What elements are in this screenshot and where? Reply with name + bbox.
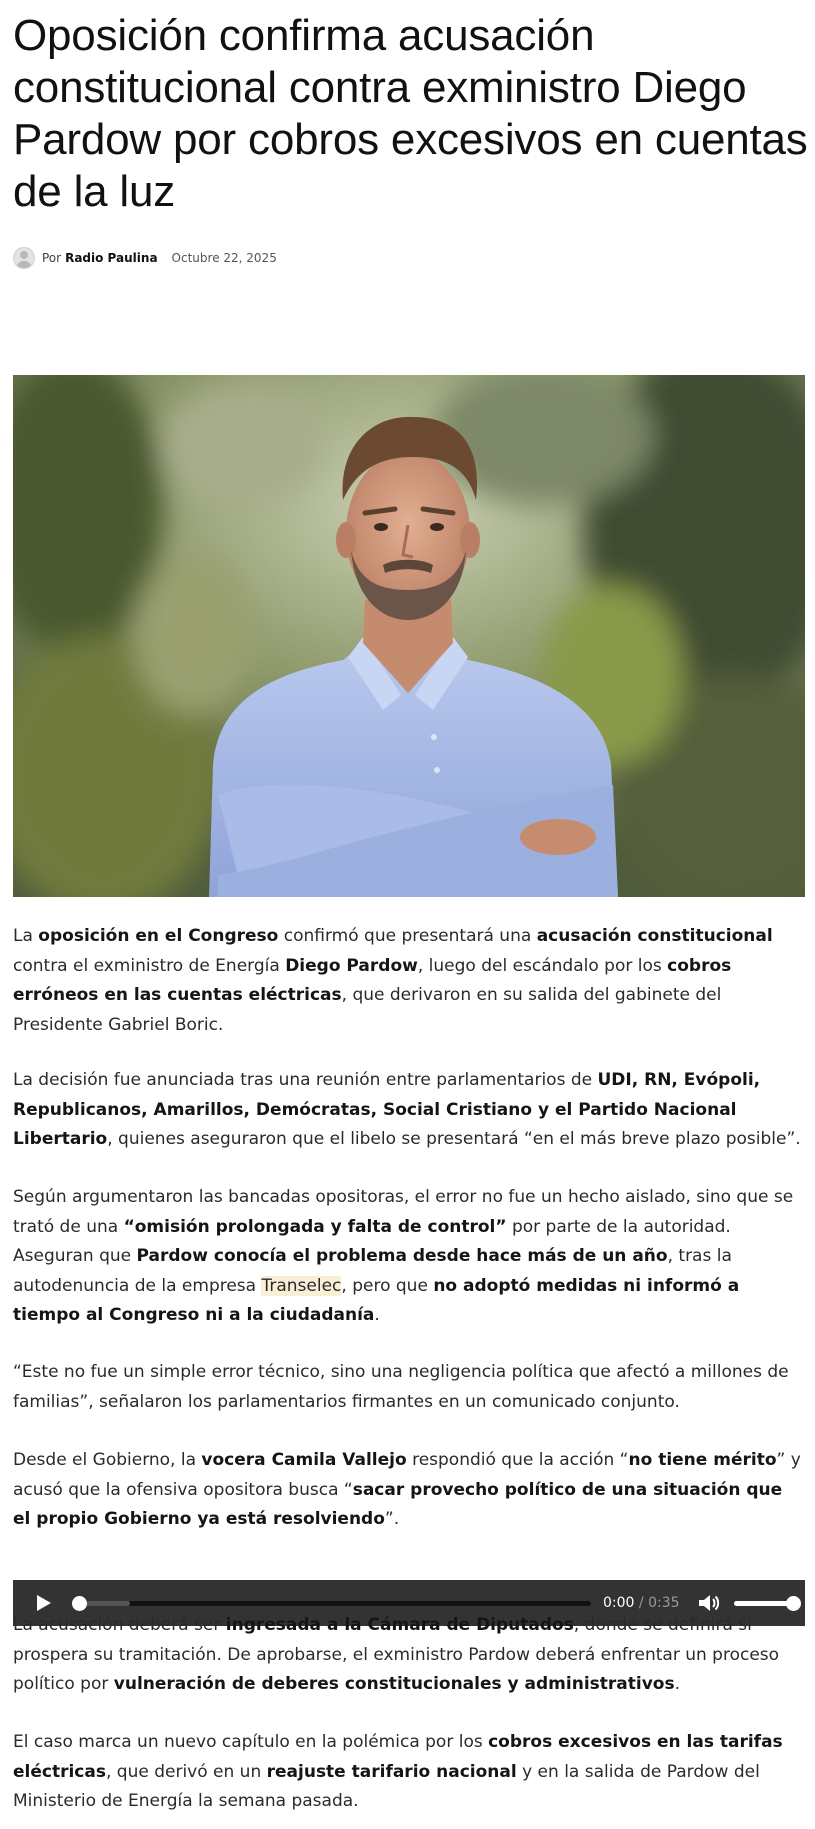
bold-text: “omisión prolongada y falta de control” bbox=[123, 1216, 507, 1237]
article-paragraph-5 bbox=[13, 1446, 805, 1535]
text-run: El caso marca un nuevo capítulo en la polémica por los bbox=[13, 1732, 489, 1752]
text-run: Desde el Gobierno, la bbox=[13, 1450, 202, 1470]
author-avatar[interactable] bbox=[13, 247, 35, 269]
text-run: La decisión fue anunciada tras una reunión entre parlamentarios de bbox=[13, 1070, 598, 1090]
volume-icon bbox=[698, 1593, 720, 1613]
audio-seek-bar[interactable] bbox=[79, 1601, 591, 1606]
bold-text: UDI, RN, Evópoli, Republicanos, Amarillos, Demócratas, Social Cristiano y el Partido Nacional Libertario bbox=[13, 1070, 761, 1149]
bold-text: vulneración de deberes constitucionales y administrativos bbox=[113, 1674, 675, 1694]
highlighted-term: Transelec bbox=[261, 1275, 342, 1296]
volume-slider-thumb[interactable] bbox=[786, 1596, 801, 1611]
text-run: , quienes aseguraron que el libelo se presentará “en el más breve plazo posible”. bbox=[107, 1129, 801, 1149]
text-run: “Este no fue un simple error técnico, sino una negligencia política que afectó a millones de familias”, señalaron los parlamentarios firmantes en un comunicado conjunto. bbox=[13, 1362, 789, 1412]
text-run: La bbox=[13, 926, 39, 946]
text-run: Según argumentaron las bancadas opositoras, el error no fue un hecho aislado, sino que se trató de una bbox=[13, 1187, 794, 1237]
bold-text: ingresada a la Cámara de Diputados bbox=[225, 1615, 574, 1635]
text-run: , pero que bbox=[341, 1275, 434, 1296]
text-run: contra el exministro de Energía bbox=[13, 955, 286, 976]
text-run: por parte de la autoridad. Aseguran que bbox=[13, 1216, 731, 1266]
article-paragraph-1 bbox=[13, 922, 805, 1040]
audio-current-time: 0:00 bbox=[603, 1595, 635, 1611]
byline-prefix: Por bbox=[42, 251, 62, 265]
text-run: ”. bbox=[384, 1509, 400, 1529]
article-paragraph-6 bbox=[13, 1611, 805, 1700]
audio-time bbox=[603, 1595, 680, 1611]
text-run: , que derivaron en su salida del gabinete del Presidente Gabriel Boric. bbox=[13, 985, 722, 1035]
bold-text: oposición en el Congreso bbox=[38, 926, 279, 946]
text-run: , luego del escándalo por los bbox=[417, 955, 668, 976]
bold-text: vocera Camila Vallejo bbox=[201, 1450, 407, 1470]
volume-slider[interactable] bbox=[734, 1601, 794, 1606]
bold-text: no tiene mérito bbox=[628, 1450, 777, 1470]
audio-seek-thumb[interactable] bbox=[72, 1596, 87, 1611]
article-photo bbox=[13, 375, 805, 897]
audio-duration: 0:35 bbox=[648, 1595, 680, 1611]
text-run: y en la salida de Pardow del Ministerio de Energía la semana pasada. bbox=[13, 1761, 760, 1811]
bold-text: cobros erróneos en las cuentas eléctricas bbox=[13, 955, 732, 1005]
bold-text: reajuste tarifario nacional bbox=[266, 1761, 517, 1782]
bold-text: no adoptó medidas ni informó a tiempo al Congreso ni a la ciudadanía bbox=[13, 1275, 740, 1325]
portrait-photo bbox=[13, 375, 805, 897]
article-headline: Oposición confirma acusación constitucional contra exministro Diego Pardow por cobros excesivos en cuentas de la luz bbox=[13, 11, 808, 216]
play-icon bbox=[36, 1594, 52, 1612]
text-run: . bbox=[674, 1674, 680, 1694]
text-run: confirmó que presentará una bbox=[278, 926, 537, 946]
audio-time-separator: / bbox=[634, 1595, 649, 1611]
text-run: . bbox=[374, 1305, 380, 1325]
article-paragraph-3 bbox=[13, 1183, 805, 1331]
bold-text: acusación constitucional bbox=[536, 926, 773, 946]
bold-text: Diego Pardow bbox=[285, 955, 418, 976]
publish-date: Octubre 22, 2025 bbox=[171, 251, 277, 265]
bold-text: sacar provecho político de una situación que el propio Gobierno ya está resolviendo bbox=[13, 1479, 783, 1529]
article-paragraph-4 bbox=[13, 1358, 805, 1417]
bold-text: cobros excesivos en las tarifas eléctricas bbox=[13, 1732, 783, 1782]
text-run: ” y acusó que la ofensiva opositora busca “ bbox=[13, 1450, 801, 1500]
text-run: respondió que la acción “ bbox=[406, 1450, 629, 1470]
byline bbox=[13, 247, 277, 269]
article-paragraph-7 bbox=[13, 1728, 805, 1817]
text-run: La acusación deberá ser bbox=[13, 1615, 226, 1635]
text-run: , tras la autodenuncia de la empresa bbox=[13, 1246, 732, 1296]
text-run: , donde se definirá si prospera su tramitación. De aprobarse, el exministro Pardow deberá enfrentar un proceso político por bbox=[13, 1615, 780, 1694]
text-run: , que derivó en un bbox=[105, 1761, 267, 1782]
author-link[interactable]: Radio Paulina bbox=[65, 251, 158, 265]
bold-text: Pardow conocía el problema desde hace más de un año bbox=[136, 1246, 668, 1266]
article-paragraph-2 bbox=[13, 1066, 805, 1155]
